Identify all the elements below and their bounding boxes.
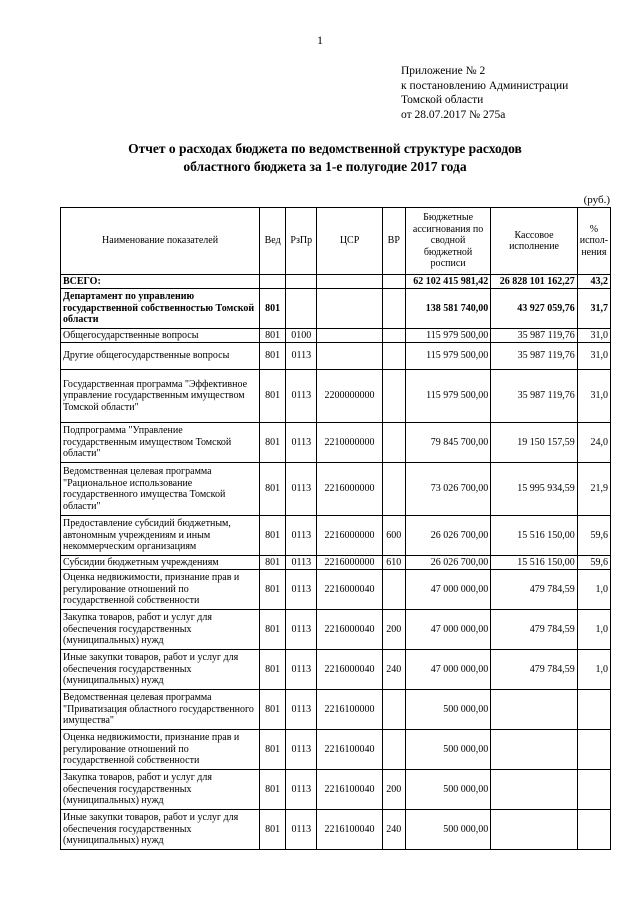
cell-ved: 801 (260, 423, 286, 463)
cell-name: Государственная программа "Эффективное управление государственным имуществом Томской области" (61, 370, 260, 423)
cell-budget: 500 000,00 (405, 810, 490, 850)
cell-csr (317, 343, 382, 370)
title-line: областного бюджета за 1-е полугодие 2017 года (183, 159, 467, 174)
cell-pct: 1,0 (577, 570, 610, 610)
cell-vr (382, 463, 405, 516)
cell-ved: 801 (260, 556, 286, 570)
cell-rzpr: 0113 (286, 810, 317, 850)
header-vr: ВР (382, 208, 405, 275)
cell-vr (382, 690, 405, 730)
cell-budget: 500 000,00 (405, 730, 490, 770)
cell-name: Ведомственная целевая программа "Приватизация областного государственного имущества" (61, 690, 260, 730)
cell-ved (260, 275, 286, 289)
cell-name: Иные закупки товаров, работ и услуг для обеспечения государственных (муниципальных) нужд (61, 810, 260, 850)
appendix-note (401, 64, 568, 122)
cell-csr: 2216000000 (317, 463, 382, 516)
cell-vr (382, 423, 405, 463)
table-row (61, 370, 611, 423)
cell-rzpr: 0113 (286, 463, 317, 516)
cell-ved: 801 (260, 730, 286, 770)
header-rzpr: РзПр (286, 208, 317, 275)
cell-cash (491, 770, 577, 810)
table-row (61, 570, 611, 610)
cell-csr: 2216000040 (317, 610, 382, 650)
cell-vr: 200 (382, 610, 405, 650)
cell-cash: 15 516 150,00 (491, 556, 577, 570)
cell-ved: 801 (260, 289, 286, 329)
header-budget: Бюджетные ассигнования по сводной бюджетной росписи (405, 208, 490, 275)
cell-budget: 500 000,00 (405, 690, 490, 730)
cell-vr (382, 343, 405, 370)
cell-rzpr: 0113 (286, 690, 317, 730)
cell-pct: 31,0 (577, 343, 610, 370)
cell-vr (382, 570, 405, 610)
cell-csr: 2216100000 (317, 690, 382, 730)
cell-pct: 1,0 (577, 650, 610, 690)
appendix-line: Томской области (401, 94, 484, 106)
cell-budget: 138 581 740,00 (405, 289, 490, 329)
cell-rzpr: 0113 (286, 730, 317, 770)
cell-rzpr: 0113 (286, 610, 317, 650)
cell-csr: 2216100040 (317, 730, 382, 770)
cell-vr (382, 289, 405, 329)
cell-cash: 35 987 119,76 (491, 370, 577, 423)
cell-budget: 26 026 700,00 (405, 516, 490, 556)
cell-cash: 479 784,59 (491, 610, 577, 650)
cell-vr: 610 (382, 556, 405, 570)
cell-cash: 35 987 119,76 (491, 343, 577, 370)
cell-pct: 59,6 (577, 556, 610, 570)
cell-cash (491, 810, 577, 850)
header-cash: Кассовое исполнение (491, 208, 577, 275)
table-row (61, 329, 611, 343)
table-row (61, 690, 611, 730)
cell-pct: 1,0 (577, 610, 610, 650)
cell-vr (382, 329, 405, 343)
cell-pct (577, 730, 610, 770)
cell-rzpr: 0113 (286, 516, 317, 556)
cell-name: Другие общегосударственные вопросы (61, 343, 260, 370)
table-row (61, 730, 611, 770)
expenditure-table (60, 207, 611, 850)
cell-budget: 79 845 700,00 (405, 423, 490, 463)
cell-ved: 801 (260, 570, 286, 610)
cell-cash: 19 150 157,59 (491, 423, 577, 463)
cell-ved: 801 (260, 770, 286, 810)
cell-rzpr: 0113 (286, 650, 317, 690)
title-line: Отчет о расходах бюджета по ведомственной структуре расходов (128, 141, 522, 156)
cell-rzpr (286, 275, 317, 289)
cell-name: Закупка товаров, работ и услуг для обеспечения государственных (муниципальных) нужд (61, 610, 260, 650)
header-csr: ЦСР (317, 208, 382, 275)
cell-name: Департамент по управлению государственной собственностью Томской области (61, 289, 260, 329)
cell-vr (382, 370, 405, 423)
appendix-line: к постановлению Администрации (401, 79, 569, 92)
cell-name: Общегосударственные вопросы (61, 329, 260, 343)
cell-rzpr: 0113 (286, 556, 317, 570)
table-row (61, 610, 611, 650)
cell-rzpr: 0100 (286, 329, 317, 343)
appendix-line: Приложение № 2 (401, 65, 486, 77)
cell-csr: 2200000000 (317, 370, 382, 423)
cell-pct: 31,7 (577, 289, 610, 329)
cell-cash: 43 927 059,76 (491, 289, 577, 329)
cell-vr (382, 730, 405, 770)
cell-budget: 47 000 000,00 (405, 650, 490, 690)
cell-name: Предоставление субсидий бюджетным, автономным учреждениям и иным некоммерческим организациям (61, 516, 260, 556)
cell-vr: 600 (382, 516, 405, 556)
cell-csr: 2216000000 (317, 556, 382, 570)
cell-ved: 801 (260, 650, 286, 690)
cell-csr: 2210000000 (317, 423, 382, 463)
cell-pct: 21,9 (577, 463, 610, 516)
cell-vr (382, 275, 405, 289)
cell-pct: 59,6 (577, 516, 610, 556)
header-name: Наименование показателей (61, 208, 260, 275)
cell-pct (577, 690, 610, 730)
cell-cash (491, 730, 577, 770)
cell-name: Оценка недвижимости, признание прав и регулирование отношений по государственной собственности (61, 570, 260, 610)
cell-budget: 115 979 500,00 (405, 343, 490, 370)
page-number: 1 (317, 33, 323, 47)
table-row (61, 343, 611, 370)
cell-vr: 240 (382, 810, 405, 850)
cell-csr: 2216100040 (317, 770, 382, 810)
cell-budget: 73 026 700,00 (405, 463, 490, 516)
cell-budget: 115 979 500,00 (405, 329, 490, 343)
cell-name: Оценка недвижимости, признание прав и регулирование отношений по государственной собственности (61, 730, 260, 770)
cell-pct: 43,2 (577, 275, 610, 289)
cell-ved: 801 (260, 516, 286, 556)
cell-cash: 26 828 101 162,27 (491, 275, 577, 289)
cell-budget: 62 102 415 981,42 (405, 275, 490, 289)
cell-rzpr (286, 289, 317, 329)
report-title (60, 140, 590, 176)
cell-rzpr: 0113 (286, 423, 317, 463)
cell-ved: 801 (260, 463, 286, 516)
table-row (61, 810, 611, 850)
cell-csr: 2216000040 (317, 570, 382, 610)
table-row (61, 423, 611, 463)
cell-cash: 15 995 934,59 (491, 463, 577, 516)
cell-name: Субсидии бюджетным учреждениям (61, 556, 260, 570)
cell-budget: 47 000 000,00 (405, 570, 490, 610)
cell-csr (317, 289, 382, 329)
cell-pct: 31,0 (577, 370, 610, 423)
cell-rzpr: 0113 (286, 770, 317, 810)
cell-cash: 479 784,59 (491, 650, 577, 690)
cell-name: Иные закупки товаров, работ и услуг для обеспечения государственных (муниципальных) нужд (61, 650, 260, 690)
cell-ved: 801 (260, 610, 286, 650)
appendix-line: от 28.07.2017 № 275а (401, 108, 506, 121)
cell-budget: 115 979 500,00 (405, 370, 490, 423)
cell-ved: 801 (260, 690, 286, 730)
cell-budget: 26 026 700,00 (405, 556, 490, 570)
cell-ved: 801 (260, 343, 286, 370)
cell-pct: 31,0 (577, 329, 610, 343)
table-row (61, 516, 611, 556)
cell-csr: 2216000000 (317, 516, 382, 556)
cell-csr (317, 275, 382, 289)
cell-csr: 2216100040 (317, 810, 382, 850)
cell-csr: 2216000040 (317, 650, 382, 690)
cell-budget: 47 000 000,00 (405, 610, 490, 650)
cell-csr (317, 329, 382, 343)
table-row (61, 289, 611, 329)
cell-cash: 15 516 150,00 (491, 516, 577, 556)
cell-pct: 24,0 (577, 423, 610, 463)
cell-cash: 35 987 119,76 (491, 329, 577, 343)
header-ved: Вед (260, 208, 286, 275)
header-pct: % испол-нения (577, 208, 610, 275)
cell-name: Закупка товаров, работ и услуг для обеспечения государственных (муниципальных) нужд (61, 770, 260, 810)
table-row (61, 275, 611, 289)
cell-name: Подпрограмма "Управление государственным имуществом Томской области" (61, 423, 260, 463)
cell-name: Ведомственная целевая программа "Рациональное использование государственного имущества Томской области" (61, 463, 260, 516)
cell-vr: 200 (382, 770, 405, 810)
cell-cash: 479 784,59 (491, 570, 577, 610)
cell-pct (577, 810, 610, 850)
table-row (61, 556, 611, 570)
table-row (61, 463, 611, 516)
cell-rzpr: 0113 (286, 570, 317, 610)
cell-vr: 240 (382, 650, 405, 690)
cell-rzpr: 0113 (286, 343, 317, 370)
cell-budget: 500 000,00 (405, 770, 490, 810)
cell-pct (577, 770, 610, 810)
table-header-row (61, 208, 611, 275)
cell-cash (491, 690, 577, 730)
table-row (61, 650, 611, 690)
units-label: (руб.) (583, 194, 610, 206)
cell-ved: 801 (260, 810, 286, 850)
cell-ved: 801 (260, 370, 286, 423)
cell-name: ВСЕГО: (61, 275, 260, 289)
table-row (61, 770, 611, 810)
cell-ved: 801 (260, 329, 286, 343)
cell-rzpr: 0113 (286, 370, 317, 423)
